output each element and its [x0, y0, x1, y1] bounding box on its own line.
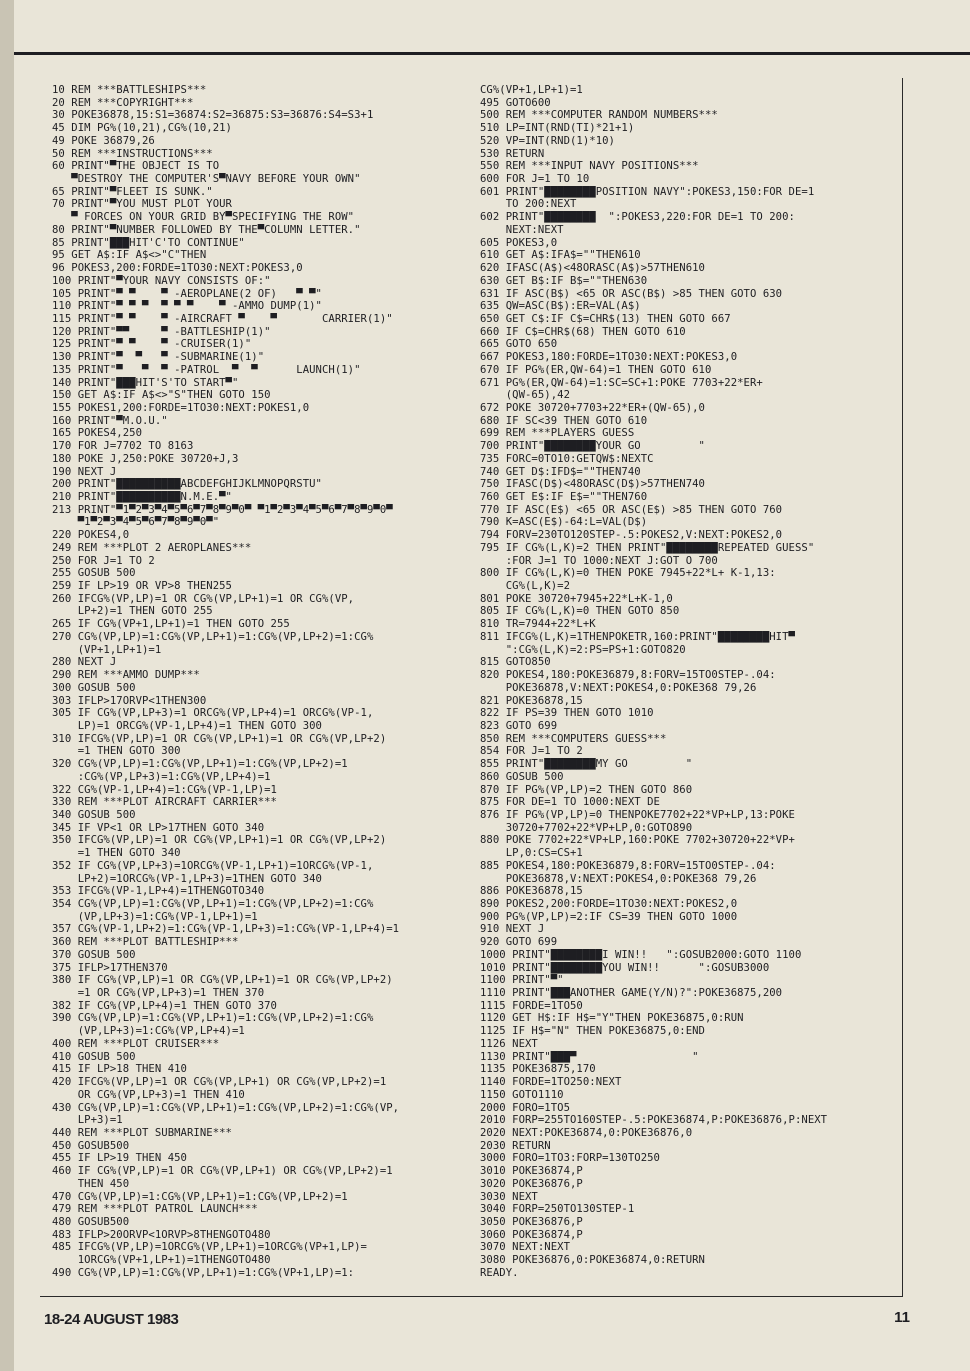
code-line: 2020 NEXT:POKE36874,0:POKE36876,0 [480, 1126, 693, 1139]
code-line: 354 CG%(VP,LP)=1:CG%(VP,LP+1)=1:CG%(VP,LP+2)=1:CG% [52, 898, 374, 910]
code-line: =1 THEN GOTO 340 [52, 847, 181, 860]
code-line: 760 GET E$:IF E$=""THEN760 [480, 491, 648, 503]
code-line: 601 PRINT"████████POSITION NAVY":POKES3,150:FOR DE=1 [480, 185, 815, 198]
header-rule [14, 52, 970, 55]
code-line: 130 PRINT"▀ ▀ ▀ -SUBMARINE(1)" [52, 351, 265, 364]
code-line: 665 GOTO 650 [480, 338, 558, 351]
code-line: 125 PRINT"▀ ▀ ▀ -CRUISER(1)" [52, 338, 252, 351]
code-line: 1130 PRINT"███▀ " [480, 1050, 699, 1063]
page-spine [0, 0, 14, 1371]
code-line: 805 IF CG%(L,K)=0 THEN GOTO 850 [480, 605, 680, 618]
code-line: 3060 POKE36874,P [480, 1228, 583, 1241]
code-line: 213 PRINT"▀1▀2▀3▀4▀5▀6▀7▀8▀9▀0▀ ▀1▀2▀3▀4▀5▀6▀7▀8▀9▀0▀ [52, 503, 393, 516]
code-line: 801 POKE 30720+7945+22*L+K-1,0 [480, 592, 673, 605]
code-line: 460 IF CG%(VP,LP)=1 OR CG%(VP,LP+1) OR CG%(VP,LP+2)=1 [52, 1165, 393, 1178]
code-line: TO 200:NEXT [480, 198, 577, 211]
code-line: 265 IF CG%(VP+1,LP+1)=1 THEN GOTO 255 [52, 618, 290, 631]
code-line: 100 PRINT"▀YOUR NAVY CONSISTS OF:" [52, 274, 271, 287]
code-line: 875 FOR DE=1 TO 1000:NEXT DE [480, 796, 660, 809]
code-line: 3040 FORP=250TO130STEP-1 [480, 1203, 635, 1216]
code-line: 400 REM ***PLOT CRUISER*** [52, 1037, 220, 1050]
code-line: 1140 FORDE=1TO250:NEXT [480, 1076, 622, 1089]
code-line: 610 GET A$:IFA$=""THEN610 [480, 249, 641, 262]
code-line: 672 POKE 30720+7703+22*ER+(QW-65),0 [480, 401, 705, 414]
code-line: 420 IFCG%(VP,LP)=1 OR CG%(VP,LP+1) OR CG%(VP,LP+2)=1 [52, 1076, 387, 1089]
code-line: 1115 FORDE=1TO50 [480, 999, 583, 1012]
code-line: 650 GET C$:IF C$=CHR$(13) THEN GOTO 667 [480, 312, 731, 325]
code-line: 45 DIM PG%(10,21),CG%(10,21) [52, 122, 232, 135]
code-line: 380 IF CG%(VP,LP)=1 OR CG%(VP,LP+1)=1 OR CG%(VP,LP+2) [52, 974, 393, 987]
code-line: 671 PG%(ER,QW-64)=1:SC=SC+1:POKE 7703+22*ER+ [480, 376, 763, 389]
code-line: 350 IFCG%(VP,LP)=1 OR CG%(VP,LP+1)=1 OR CG%(VP,LP+2) [52, 834, 387, 847]
code-line: 3030 NEXT [480, 1190, 538, 1203]
code-line: 602 PRINT"████████ ":POKES3,220:FOR DE=1 TO 200: [480, 211, 795, 224]
page-number: 11 [894, 1309, 910, 1326]
code-line: 605 POKES3,0 [480, 236, 558, 249]
code-line: 815 GOTO850 [480, 656, 551, 669]
code-line: 49 POKE 36879,26 [52, 134, 155, 147]
code-line: 255 GOSUB 500 [52, 567, 136, 580]
code-line: 140 PRINT"███HIT'S'TO START▀" [52, 376, 239, 389]
code-line: 330 REM ***PLOT AIRCRAFT CARRIER*** [52, 796, 277, 809]
code-line: 115 PRINT"▀ ▀ ▀ -AIRCRAFT ▀ ▀ CARRIER(1)" [52, 312, 393, 325]
code-line: 920 GOTO 699 [480, 936, 558, 949]
code-line: 180 POKE J,250:POKE 30720+J,3 [52, 452, 239, 465]
code-line: 410 GOSUB 500 [52, 1050, 136, 1063]
code-line: 3010 POKE36874,P [480, 1165, 583, 1178]
code-line: LP+2)=1ORCG%(VP-1,LP+3)=1THEN GOTO 340 [52, 872, 322, 885]
code-line: 740 GET D$:IFD$=""THEN740 [480, 465, 641, 478]
code-line: 1120 GET H$:IF H$="Y"THEN POKE36875,0:RUN [480, 1012, 744, 1025]
code-line: 353 IFCG%(VP-1,LP+4)=1THENGOTO340 [52, 885, 265, 898]
code-line: READY. [480, 1266, 519, 1279]
code-line: 500 REM ***COMPUTER RANDOM NUMBERS*** [480, 109, 718, 122]
code-line: 170 FOR J=7702 TO 8163 [52, 440, 194, 453]
code-line: 80 PRINT"▀NUMBER FOLLOWED BY THE▀COLUMN LETTER." [52, 223, 361, 236]
code-line: POKE36878,V:NEXT:POKES4,0:POKE368 79,26 [480, 872, 757, 885]
code-line: 50 REM ***INSTRUCTIONS*** [52, 147, 213, 160]
code-line: 1010 PRINT"████████YOU WIN!! ":GOSUB3000 [480, 961, 770, 974]
code-line: 630 GET B$:IF B$=""THEN630 [480, 274, 648, 287]
code-line: POKE36878,V:NEXT:POKES4,0:POKE368 79,26 [480, 681, 757, 694]
code-line: 680 IF SC<39 THEN GOTO 610 [480, 414, 648, 427]
code-line: 370 GOSUB 500 [52, 948, 136, 961]
code-line: 430 CG%(VP,LP)=1:CG%(VP,LP+1)=1:CG%(VP,LP+2)=1:CG%(VP, [52, 1101, 400, 1114]
code-line: 2010 FORP=255TO160STEP-.5:POKE36874,P:POKE36876,P:NEXT [480, 1114, 828, 1127]
code-line: 750 IFASC(D$)<48ORASC(D$)>57THEN740 [480, 478, 705, 491]
code-line: 670 IF PG%(ER,QW-64)=1 THEN GOTO 610 [480, 363, 712, 376]
code-line: 165 POKES4,250 [52, 427, 142, 440]
code-line: ":CG%(L,K)=2:PS=PS+1:GOTO820 [480, 643, 686, 656]
code-line: 890 POKES2,200:FORDE=1TO30:NEXT:POKES2,0 [480, 898, 738, 910]
code-line: 2030 RETURN [480, 1139, 551, 1152]
code-line: 1000 PRINT"████████I WIN!! ":GOSUB2000:GOTO 1100 [480, 948, 802, 961]
code-line: 320 CG%(VP,LP)=1:CG%(VP,LP+1)=1:CG%(VP,LP+2)=1 [52, 758, 348, 771]
code-line: 110 PRINT"▀ ▀ ▀ ▀ ▀ ▀ ▀ -AMMO DUMP(1)" [52, 300, 322, 313]
code-line: NEXT:NEXT [480, 223, 564, 236]
code-line: 249 REM ***PLOT 2 AEROPLANES*** [52, 541, 252, 554]
code-line: 1125 IF H$="N" THEN POKE36875,0:END [480, 1025, 705, 1038]
code-line: 352 IF CG%(VP,LP+3)=1ORCG%(VP-1,LP+1)=1ORCG%(VP-1, [52, 859, 374, 872]
code-line: 305 IF CG%(VP,LP+3)=1 ORCG%(VP,LP+4)=1 ORCG%(VP-1, [52, 707, 374, 720]
code-line: 870 IF PG%(VP,LP)=2 THEN GOTO 860 [480, 783, 693, 796]
code-line: 3050 POKE36876,P [480, 1215, 583, 1228]
code-line: OR CG%(VP,LP+3)=1 THEN 410 [52, 1088, 245, 1101]
code-line: 455 IF LP>19 THEN 450 [52, 1152, 187, 1165]
code-line: 495 GOTO600 [480, 96, 551, 109]
code-line: (QW-65),42 [480, 389, 570, 402]
code-line: 30720+7702+22*VP+LP,0:GOTO890 [480, 821, 693, 834]
listing-left-column [52, 84, 492, 1280]
code-line: 150 GET A$:IF A$<>"S"THEN GOTO 150 [52, 389, 271, 402]
code-line: (VP,LP+3)=1:CG%(VP-1,LP+1)=1 [52, 910, 258, 923]
code-line: 660 IF C$=CHR$(68) THEN GOTO 610 [480, 325, 686, 338]
code-line: 910 NEXT J [480, 923, 545, 936]
code-line: 820 POKES4,180:POKE36879,8:FORV=15TO0STEP-.04: [480, 669, 776, 682]
code-line: 1100 PRINT"▀" [480, 974, 564, 987]
code-line: 821 POKE36878,15 [480, 694, 583, 707]
code-line: 10 REM ***BATTLESHIPS*** [52, 84, 207, 96]
code-line: 530 RETURN [480, 147, 545, 160]
code-line: =1 THEN GOTO 300 [52, 745, 181, 758]
code-line: 96 POKES3,200:FORDE=1TO30:NEXT:POKES3,0 [52, 262, 303, 275]
code-line: 3070 NEXT:NEXT [480, 1241, 570, 1254]
code-line: 490 CG%(VP,LP)=1:CG%(VP,LP+1)=1:CG%(VP+1,LP)=1: [52, 1266, 355, 1279]
code-line: 1110 PRINT"███ANOTHER GAME(Y/N)?":POKE36875,200 [480, 987, 783, 1000]
code-line: 600 FOR J=1 TO 10 [480, 173, 590, 186]
code-line: 699 REM ***PLAYERS GUESS [480, 427, 635, 440]
code-line: 105 PRINT"▀ ▀ ▀ -AEROPLANE(2 OF) ▀ ▀" [52, 287, 322, 300]
code-line: 360 REM ***PLOT BATTLESHIP*** [52, 936, 239, 949]
code-line: 1135 POKE36875,170 [480, 1063, 596, 1076]
code-line: :FOR J=1 TO 1000:NEXT J:GOT O 700 [480, 554, 718, 567]
code-line: 700 PRINT"████████YOUR GO " [480, 440, 705, 453]
code-line: 250 FOR J=1 TO 2 [52, 554, 155, 567]
code-line: 65 PRINT"▀FLEET IS SUNK." [52, 185, 213, 198]
code-line: 310 IFCG%(VP,LP)=1 OR CG%(VP,LP+1)=1 OR CG%(VP,LP+2) [52, 732, 387, 745]
code-line: 270 CG%(VP,LP)=1:CG%(VP,LP+1)=1:CG%(VP,LP+2)=1:CG% [52, 630, 374, 643]
code-line: 135 PRINT"▀ ▀ ▀ -PATROL ▀ ▀ LAUNCH(1)" [52, 363, 361, 376]
code-line: CG%(L,K)=2 [480, 580, 570, 593]
code-line: 70 PRINT"▀YOU MUST PLOT YOUR [52, 198, 232, 211]
code-line: THEN 450 [52, 1177, 130, 1190]
code-line: 3080 POKE36876,0:POKE36874,0:RETURN [480, 1254, 705, 1267]
code-line: 510 LP=INT(RND(TI)*21+1) [480, 122, 635, 135]
code-line: 770 IF ASC(E$) <65 OR ASC(E$) >85 THEN GOTO 760 [480, 503, 783, 516]
code-line: 735 FORC=0TO10:GETQW$:NEXTC [480, 452, 654, 465]
code-line: 200 PRINT"██████████ABCDEFGHIJKLMNOPQRSTU" [52, 478, 322, 491]
code-line: 382 IF CG%(VP,LP+4)=1 THEN GOTO 370 [52, 999, 277, 1012]
code-line: 1126 NEXT [480, 1037, 538, 1050]
code-line: 345 IF VP<1 OR LP>17THEN GOTO 340 [52, 821, 265, 834]
code-line: =1 OR CG%(VP,LP+3)=1 THEN 370 [52, 987, 265, 1000]
code-line: 876 IF PG%(VP,LP)=0 THENPOKE7702+22*VP+LP,13:POKE [480, 808, 795, 821]
code-line: (VP+1,LP+1)=1 [52, 643, 162, 656]
code-line: 550 REM ***INPUT NAVY POSITIONS*** [480, 160, 699, 173]
code-line: 635 QW=ASC(B$):ER=VAL(A$) [480, 300, 641, 313]
code-line: 300 GOSUB 500 [52, 681, 136, 694]
code-line: 667 POKES3,180:FORDE=1TO30:NEXT:POKES3,0 [480, 351, 738, 364]
code-line: 415 IF LP>18 THEN 410 [52, 1063, 187, 1076]
listing-right-column [480, 84, 900, 1280]
code-line: 810 TR=7944+22*L+K [480, 618, 596, 631]
code-line: 885 POKES4,180:POKE36879,8:FORV=15TO0STEP-.04: [480, 859, 776, 872]
code-line: 155 POKES1,200:FORDE=1TO30:NEXT:POKES1,0 [52, 401, 310, 414]
code-line: 85 PRINT"███HIT'C'TO CONTINUE" [52, 236, 245, 249]
code-line: 811 IFCG%(L,K)=1THENPOKETR,160:PRINT"████████HIT▀ [480, 630, 795, 643]
code-line: 259 IF LP>19 OR VP>8 THEN255 [52, 580, 232, 593]
code-line: 120 PRINT"▀▀ ▀ -BATTLESHIP(1)" [52, 325, 271, 338]
code-line: 520 VP=INT(RND(1)*10) [480, 134, 615, 147]
code-line: 220 POKES4,0 [52, 529, 130, 542]
code-line: 470 CG%(VP,LP)=1:CG%(VP,LP+1)=1:CG%(VP,LP+2)=1 [52, 1190, 348, 1203]
code-line: LP,0:CS=CS+1 [480, 847, 583, 860]
code-line: 190 NEXT J [52, 465, 117, 478]
code-line: 480 GOSUB500 [52, 1215, 130, 1228]
code-line: 794 FORV=230TO120STEP-.5:POKES2,V:NEXT:POKES2,0 [480, 529, 783, 542]
code-line: CG%(VP+1,LP+1)=1 [480, 84, 583, 96]
code-line: 60 PRINT"▀THE OBJECT IS TO [52, 160, 220, 173]
code-line: (VP,LP+3)=1:CG%(VP,LP+4)=1 [52, 1025, 245, 1038]
code-line: 30 POKE36878,15:S1=36874:S2=36875:S3=36876:S4=S3+1 [52, 109, 374, 122]
code-line: 290 REM ***AMMO DUMP*** [52, 669, 200, 682]
code-line: 479 REM ***PLOT PATROL LAUNCH*** [52, 1203, 258, 1216]
code-line: 95 GET A$:IF A$<>"C"THEN [52, 249, 207, 262]
code-line: 631 IF ASC(B$) <65 OR ASC(B$) >85 THEN GOTO 630 [480, 287, 783, 300]
code-line: 20 REM ***COPYRIGHT*** [52, 96, 194, 109]
footer-date: 18-24 AUGUST 1983 [44, 1311, 179, 1328]
code-line: 880 POKE 7702+22*VP+LP,160:POKE 7702+30720+22*VP+ [480, 834, 795, 847]
code-line: 823 GOTO 699 [480, 719, 558, 732]
code-line: 790 K=ASC(E$)-64:L=VAL(D$) [480, 516, 648, 529]
code-line: LP)=1 ORCG%(VP-1,LP+4)=1 THEN GOTO 300 [52, 719, 322, 732]
code-line: ▀1▀2▀3▀4▀5▀6▀7▀8▀9▀0▀" [52, 516, 220, 529]
code-line: 800 IF CG%(L,K)=0 THEN POKE 7945+22*L+ K-1,13: [480, 567, 776, 580]
code-line: 483 IFLP>20ORVP<1ORVP>8THENGOTO480 [52, 1228, 271, 1241]
code-line: 1150 GOTO1110 [480, 1088, 564, 1101]
code-line: 1ORCG%(VP+1,LP+1)=1THENGOTO480 [52, 1254, 271, 1267]
code-line: 886 POKE36878,15 [480, 885, 583, 898]
code-line: LP+2)=1 THEN GOTO 255 [52, 605, 213, 618]
code-line: 210 PRINT"██████████N.M.E.▀" [52, 491, 232, 503]
code-line: 357 CG%(VP-1,LP+2)=1:CG%(VP-1,LP+3)=1:CG%(VP-1,LP+4)=1 [52, 923, 400, 936]
code-line: 303 IFLP>17ORVP<1THEN300 [52, 694, 207, 707]
code-line: 280 NEXT J [52, 656, 117, 669]
code-line: 450 GOSUB500 [52, 1139, 130, 1152]
code-line: 795 IF CG%(L,K)=2 THEN PRINT"████████REPEATED GUESS" [480, 541, 815, 554]
code-line: 2000 FORO=1TO5 [480, 1101, 570, 1114]
code-line: 854 FOR J=1 TO 2 [480, 745, 583, 758]
code-line: :CG%(VP,LP+3)=1:CG%(VP,LP+4)=1 [52, 770, 271, 783]
code-line: ▀DESTROY THE COMPUTER'S▀NAVY BEFORE YOUR OWN" [52, 173, 361, 186]
code-line: 850 REM ***COMPUTERS GUESS*** [480, 732, 667, 745]
code-line: 620 IFASC(A$)<48ORASC(A$)>57THEN610 [480, 262, 705, 275]
code-line: 855 PRINT"████████MY GO " [480, 758, 693, 771]
code-line: 3000 FORO=1TO3:FORP=130TO250 [480, 1152, 660, 1165]
code-line: 3020 POKE36876,P [480, 1177, 583, 1190]
code-line: 485 IFCG%(VP,LP)=1ORCG%(VP,LP+1)=1ORCG%(VP+1,LP)= [52, 1241, 367, 1254]
code-line: 822 IF PS=39 THEN GOTO 1010 [480, 707, 654, 720]
code-line: 900 PG%(VP,LP)=2:IF CS=39 THEN GOTO 1000 [480, 910, 738, 923]
code-line: 860 GOSUB 500 [480, 770, 564, 783]
code-line: 390 CG%(VP,LP)=1:CG%(VP,LP+1)=1:CG%(VP,LP+2)=1:CG% [52, 1012, 374, 1025]
code-line: 340 GOSUB 500 [52, 808, 136, 821]
code-line: 160 PRINT"▀M.O.U." [52, 414, 168, 427]
code-line: 260 IFCG%(VP,LP)=1 OR CG%(VP,LP+1)=1 OR CG%(VP, [52, 592, 355, 605]
code-line: 322 CG%(VP-1,LP+4)=1:CG%(VP-1,LP)=1 [52, 783, 277, 796]
code-line: 440 REM ***PLOT SUBMARINE*** [52, 1126, 232, 1139]
code-line: ▀ FORCES ON YOUR GRID BY▀SPECIFYING THE ROW" [52, 211, 355, 224]
code-line: LP+3)=1 [52, 1114, 123, 1127]
code-line: 375 IFLP>17THEN370 [52, 961, 168, 974]
